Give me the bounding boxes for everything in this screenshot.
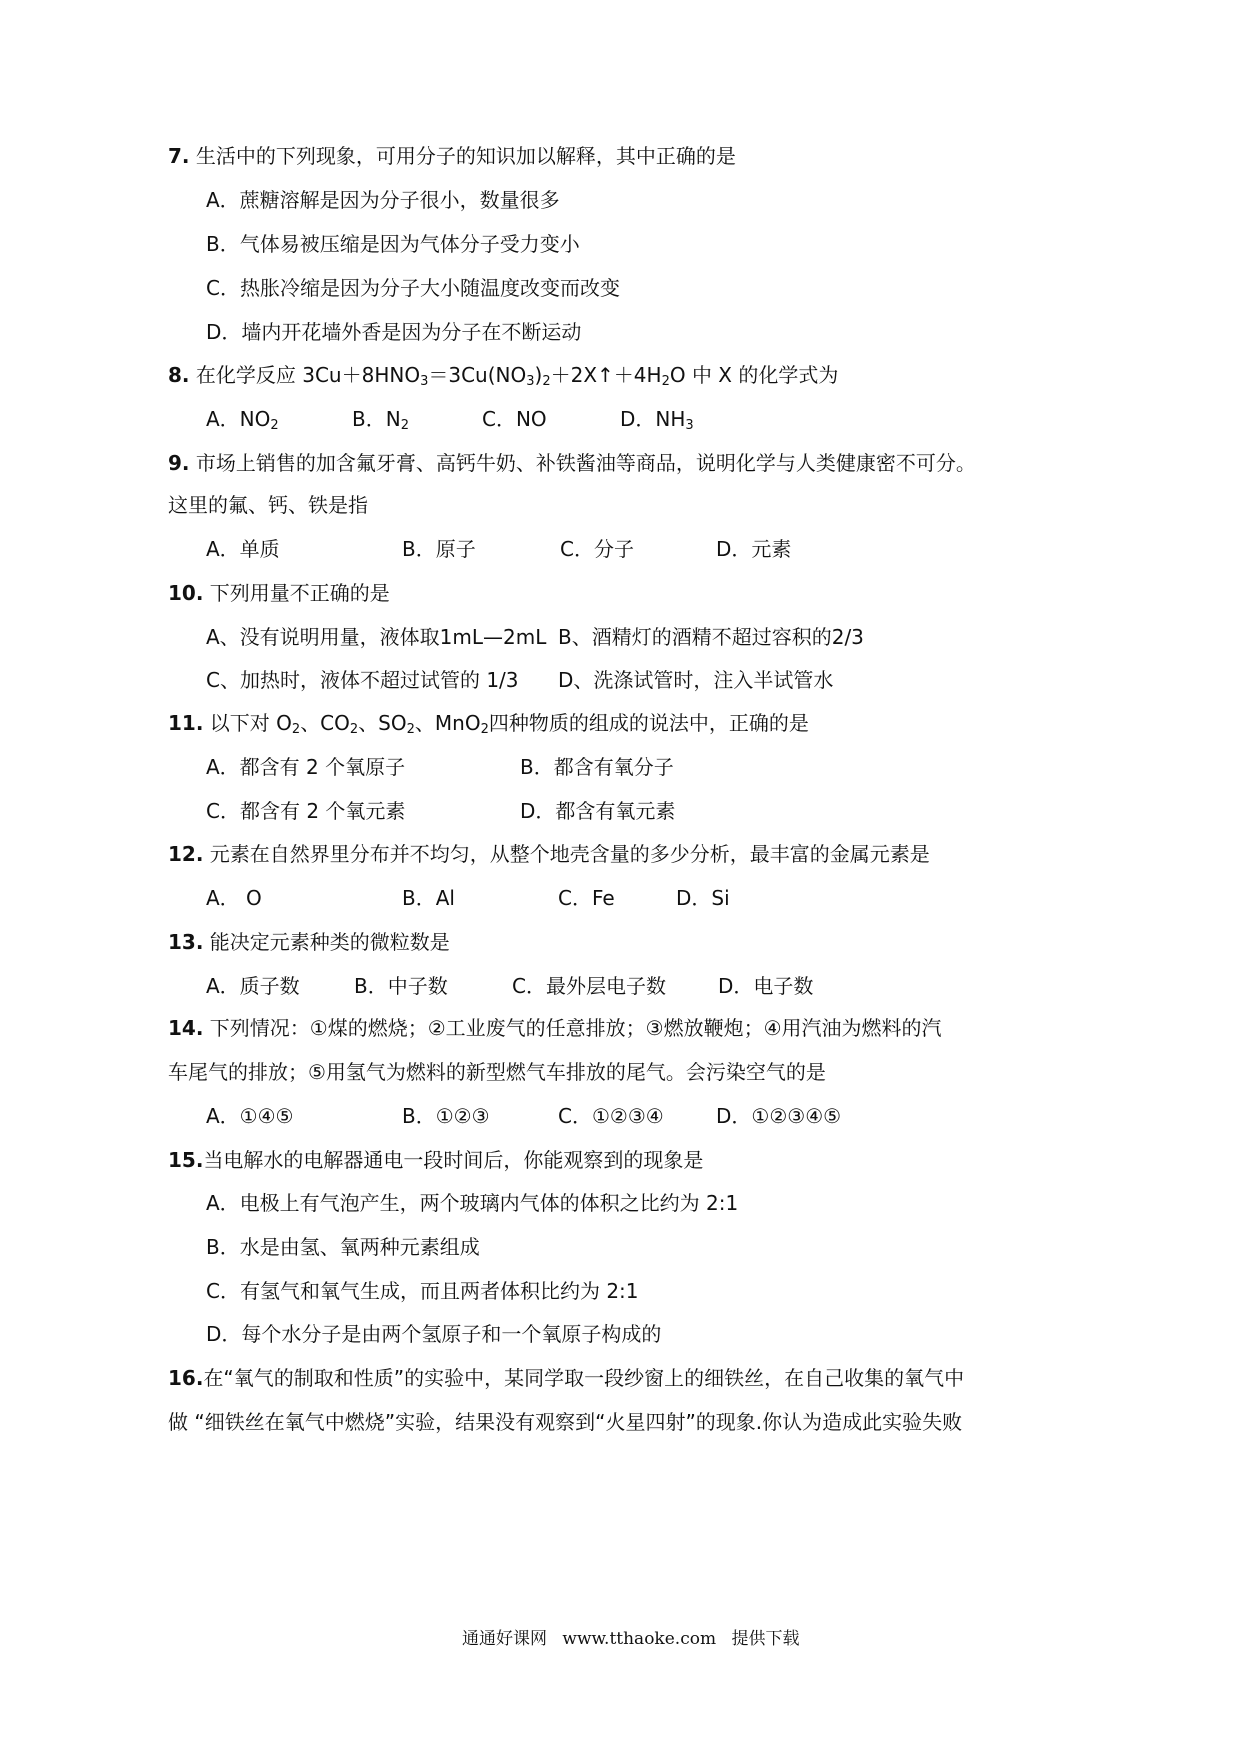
question-12-option-d: D．Si (676, 886, 730, 910)
question-7-option-d: D．墙内开花墙外香是因为分子在不断运动 (206, 320, 582, 344)
question-8-option-c: C．NO (482, 407, 547, 431)
question-8-stem: 8. 在化学反应 $3Cu+8HNO_3=3Cu(NO_3)_2+2X↑+4H_2O$ 中 X 的化学式为 (168, 363, 839, 389)
question-14-stem-line2: 车尾气的排放；⑤用氢气为燃料的新型燃气车排放的尾气。会污染空气的是 (168, 1060, 826, 1084)
question-8-option-b: B．$N_2$ (352, 407, 409, 433)
question-10-stem: 10. 下列用量不正确的是 (168, 581, 390, 605)
question-14-option-a: A．①④⑤ (206, 1104, 294, 1128)
question-15-option-a: A．电极上有气泡产生，两个玻璃内气体的体积之比约为 2:1 (206, 1191, 739, 1215)
question-11-option-a: A．都含有 2 个氧原子 (206, 755, 406, 779)
footer-note: 提供下载 (731, 1629, 800, 1649)
question-15-option-c: C．有氢气和氧气生成，而且两者体积比约为 2:1 (206, 1279, 639, 1303)
question-10-option-c: C、加热时，液体不超过试管的 1/3 (206, 668, 519, 692)
question-15-stem: 15.当电解水的电解器通电一段时间后，你能观察到的现象是 (168, 1148, 704, 1172)
question-15-option-d: D．每个水分子是由两个氢原子和一个氧原子构成的 (206, 1322, 662, 1346)
question-9-option-d: D．元素 (716, 537, 792, 561)
footer-url: www.tthaoke.com (562, 1629, 717, 1649)
question-13-option-d: D．电子数 (718, 974, 814, 998)
question-9-stem: 9. 市场上销售的加含氟牙膏、高钙牛奶、补铁酱油等商品，说明化学与人类健康密不可分。 (168, 451, 976, 475)
question-9-stem-line2: 这里的氟、钙、铁是指 (168, 493, 368, 517)
question-13-option-a: A．质子数 (206, 974, 300, 998)
question-10-option-b: B、酒精灯的酒精不超过容积的2/3 (558, 625, 864, 649)
question-14-option-d: D．①②③④⑤ (716, 1104, 842, 1128)
question-9-option-b: B．原子 (402, 537, 476, 561)
question-7-option-c: C．热胀冷缩是因为分子大小随温度改变而改变 (206, 276, 620, 300)
question-11-option-d: D．都含有氧元素 (520, 799, 676, 823)
question-12-stem: 12. 元素在自然界里分布并不均匀，从整个地壳含量的多少分析，最丰富的金属元素是 (168, 842, 930, 866)
question-10-option-a: A、没有说明用量，液体取1mL—2mL (206, 625, 547, 649)
question-8-option-a: A．$NO_2$ (206, 407, 279, 433)
question-14-stem: 14. 下列情况：①煤的燃烧；②工业废气的任意排放；③燃放鞭炮；④用汽油为燃料的汽 (168, 1016, 942, 1040)
question-13-stem: 13. 能决定元素种类的微粒数是 (168, 930, 450, 954)
question-7-stem: 7. 生活中的下列现象，可用分子的知识加以解释，其中正确的是 (168, 144, 736, 168)
question-15-option-b: B．水是由氢、氧两种元素组成 (206, 1235, 480, 1259)
footer-site-name: 通通好课网 (462, 1629, 547, 1649)
question-14-option-b: B．①②③ (402, 1104, 490, 1128)
question-13-option-b: B．中子数 (354, 974, 448, 998)
question-12-option-c: C．Fe (558, 886, 615, 910)
question-16-stem-line2: 做 “细铁丝在氧气中燃烧”实验，结果没有观察到“火星四射”的现象.你认为造成此实验失败 (168, 1410, 963, 1434)
page-footer (462, 1627, 809, 1651)
question-12-option-a: A． O (206, 886, 262, 910)
question-16-stem: 16.在“氧气的制取和性质”的实验中，某同学取一段纱窗上的细铁丝，在自己收集的氧气中 (168, 1366, 965, 1390)
question-12-option-b: B．Al (402, 886, 455, 910)
question-7-option-a: A．蔗糖溶解是因为分子很小，数量很多 (206, 188, 560, 212)
question-11-option-c: C．都含有 2 个氧元素 (206, 799, 406, 823)
question-9-option-a: A．单质 (206, 537, 280, 561)
question-13-option-c: C．最外层电子数 (512, 974, 666, 998)
question-11-option-b: B．都含有氧分子 (520, 755, 674, 779)
question-9-option-c: C．分子 (560, 537, 634, 561)
question-7-option-b: B．气体易被压缩是因为气体分子受力变小 (206, 232, 580, 256)
question-14-option-c: C．①②③④ (558, 1104, 664, 1128)
question-11-stem: 11. 以下对 $O_2$、$CO_2$、$SO_2$、MnO$_2$四种物质的组成的说法中，正确的是 (168, 711, 809, 737)
question-10-option-d: D、洗涤试管时，注入半试管水 (558, 668, 834, 692)
question-8-option-d: D．$NH_3$ (620, 407, 694, 433)
